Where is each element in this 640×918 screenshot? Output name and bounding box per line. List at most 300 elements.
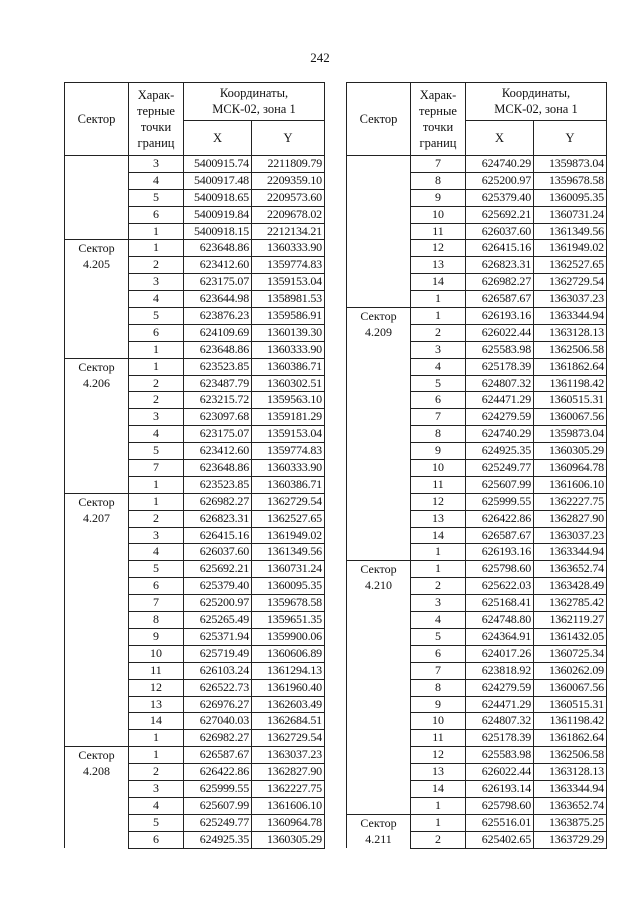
coord-y: 1361349.56 (534, 223, 607, 240)
point-number: 8 (129, 612, 184, 629)
point-number: 14 (411, 274, 466, 291)
point-number: 4 (129, 544, 184, 561)
coord-y: 1360305.29 (534, 443, 607, 460)
coord-x: 626422.86 (466, 510, 534, 527)
header-points (129, 83, 184, 156)
coord-y: 1361862.64 (534, 358, 607, 375)
coord-y: 1362506.58 (534, 341, 607, 358)
point-number: 3 (129, 409, 184, 426)
point-number: 1 (411, 308, 466, 325)
point-number: 7 (411, 662, 466, 679)
coord-y: 1362729.54 (534, 274, 607, 291)
coord-y: 1362684.51 (252, 713, 325, 730)
coord-y: 1363344.94 (534, 308, 607, 325)
coord-x: 623097.68 (184, 409, 252, 426)
coord-x: 626193.14 (466, 780, 534, 797)
point-number: 9 (129, 628, 184, 645)
coord-x: 626037.60 (184, 544, 252, 561)
coord-y: 1360302.51 (252, 375, 325, 392)
coord-x: 624109.69 (184, 324, 252, 341)
coord-y: 1359774.83 (252, 257, 325, 274)
point-number: 8 (411, 426, 466, 443)
point-number: 1 (411, 544, 466, 561)
coord-x: 625622.03 (466, 578, 534, 595)
sector-cell (65, 747, 129, 848)
coord-y: 1362527.65 (252, 510, 325, 527)
coord-x: 623876.23 (184, 308, 252, 325)
point-number: 14 (129, 713, 184, 730)
coord-x: 625999.55 (466, 493, 534, 510)
sector-label: Сектор (78, 359, 115, 374)
coord-y: 1359873.04 (534, 156, 607, 173)
point-number: 6 (411, 645, 466, 662)
coord-y: 1363652.74 (534, 561, 607, 578)
header-points-line1: Харак- (137, 88, 175, 102)
coord-x: 623412.60 (184, 443, 252, 460)
table-row (65, 240, 325, 257)
sector-number: 4.209 (365, 325, 392, 340)
coord-x: 5400919.84 (184, 206, 252, 223)
coord-x: 623818.92 (466, 662, 534, 679)
coord-x: 623487.79 (184, 375, 252, 392)
coord-x: 626422.86 (184, 764, 252, 781)
coord-x: 626103.24 (184, 662, 252, 679)
coord-y: 1359651.35 (252, 612, 325, 629)
header-coordinates-line2: МСК-02, зона 1 (494, 102, 578, 117)
coord-y: 1360964.78 (252, 814, 325, 831)
coord-x: 625178.39 (466, 358, 534, 375)
coord-y: 1362119.27 (534, 612, 607, 629)
point-number: 4 (411, 358, 466, 375)
point-number: 11 (411, 476, 466, 493)
coord-y: 1363037.23 (534, 291, 607, 308)
point-number: 12 (411, 493, 466, 510)
header-points-line4: границ (137, 136, 175, 150)
coord-y: 1360515.31 (534, 392, 607, 409)
coord-x: 623215.72 (184, 392, 252, 409)
coord-x: 624279.59 (466, 679, 534, 696)
coord-x: 626022.44 (466, 324, 534, 341)
point-number: 2 (411, 578, 466, 595)
coord-y: 1362527.65 (534, 257, 607, 274)
point-number: 6 (129, 206, 184, 223)
sector-number: 4.206 (83, 375, 110, 390)
coord-y: 1362603.49 (252, 696, 325, 713)
point-number: 7 (129, 595, 184, 612)
coord-y: 1360386.71 (252, 358, 325, 375)
sector-label: Сектор (360, 309, 397, 324)
point-number: 11 (411, 223, 466, 240)
coord-x: 625200.97 (466, 172, 534, 189)
table-row (347, 308, 607, 325)
coord-y: 1360606.89 (252, 645, 325, 662)
coord-x: 626022.44 (466, 764, 534, 781)
coord-y: 1360095.35 (534, 189, 607, 206)
coord-x: 626037.60 (466, 223, 534, 240)
coord-x: 625798.60 (466, 797, 534, 814)
coord-y: 1361606.10 (252, 797, 325, 814)
table-row (65, 747, 325, 764)
coord-x: 623648.86 (184, 240, 252, 257)
coord-y: 1359678.58 (252, 595, 325, 612)
header-sector: Сектор (347, 83, 411, 156)
table-body-left (65, 156, 325, 849)
point-number: 5 (129, 308, 184, 325)
point-number: 1 (129, 730, 184, 747)
coord-y: 1361198.42 (534, 375, 607, 392)
coord-x: 626415.16 (184, 527, 252, 544)
point-number: 12 (411, 747, 466, 764)
coord-x: 623175.07 (184, 274, 252, 291)
coord-x: 625583.98 (466, 341, 534, 358)
coord-y: 1359586.91 (252, 308, 325, 325)
coord-y: 1360333.90 (252, 240, 325, 257)
table-row (65, 358, 325, 375)
coord-x: 623648.86 (184, 460, 252, 477)
coord-x: 625516.01 (466, 814, 534, 831)
sector-label: Сектор (360, 562, 397, 577)
point-number: 5 (411, 375, 466, 392)
point-number: 1 (411, 291, 466, 308)
table-row (347, 156, 607, 173)
coord-y: 1363729.29 (534, 831, 607, 848)
point-number: 3 (411, 595, 466, 612)
point-number: 13 (411, 510, 466, 527)
coord-y: 2209678.02 (252, 206, 325, 223)
header-coordinates (466, 83, 607, 121)
coord-y: 1359900.06 (252, 628, 325, 645)
coord-y: 1360139.30 (252, 324, 325, 341)
coord-x: 5400918.15 (184, 223, 252, 240)
point-number: 13 (129, 696, 184, 713)
coordinates-table-right (346, 82, 607, 849)
point-number: 1 (411, 814, 466, 831)
point-number: 4 (129, 426, 184, 443)
coord-y: 1359181.29 (252, 409, 325, 426)
sector-cell (65, 493, 129, 746)
coord-y: 1362827.90 (252, 764, 325, 781)
point-number: 1 (129, 223, 184, 240)
coord-x: 5400915.74 (184, 156, 252, 173)
coord-x: 624364.91 (466, 628, 534, 645)
coord-y: 1359774.83 (252, 443, 325, 460)
sector-label: Сектор (78, 241, 115, 256)
coord-x: 5400917.48 (184, 172, 252, 189)
coord-x: 626587.67 (466, 527, 534, 544)
coord-y: 1360386.71 (252, 476, 325, 493)
coord-y: 1362729.54 (252, 730, 325, 747)
table-row (65, 493, 325, 510)
coord-x: 626823.31 (184, 510, 252, 527)
coord-x: 625200.97 (184, 595, 252, 612)
coord-x: 625265.49 (184, 612, 252, 629)
point-number: 1 (411, 561, 466, 578)
coord-x: 624740.29 (466, 156, 534, 173)
coord-x: 623175.07 (184, 426, 252, 443)
point-number: 1 (129, 341, 184, 358)
coord-y: 1360964.78 (534, 460, 607, 477)
coord-x: 624471.29 (466, 696, 534, 713)
coord-x: 625999.55 (184, 780, 252, 797)
coord-x: 626193.16 (466, 544, 534, 561)
coord-x: 625168.41 (466, 595, 534, 612)
coord-x: 623644.98 (184, 291, 252, 308)
coord-x: 626982.27 (466, 274, 534, 291)
coord-y: 1363037.23 (252, 747, 325, 764)
point-number: 4 (129, 291, 184, 308)
coord-x: 625402.65 (466, 831, 534, 848)
point-number: 11 (411, 730, 466, 747)
header-points-line1: Харак- (419, 88, 457, 102)
point-number: 8 (411, 172, 466, 189)
coord-y: 1361198.42 (534, 713, 607, 730)
sector-number: 4.207 (83, 510, 110, 525)
point-number: 6 (129, 578, 184, 595)
coord-x: 625178.39 (466, 730, 534, 747)
table-row (347, 561, 607, 578)
coord-x: 625798.60 (466, 561, 534, 578)
point-number: 7 (129, 460, 184, 477)
coord-x: 627040.03 (184, 713, 252, 730)
coord-x: 626587.67 (184, 747, 252, 764)
coord-y: 2209359.10 (252, 172, 325, 189)
point-number: 12 (129, 679, 184, 696)
coord-y: 1362785.42 (534, 595, 607, 612)
coord-x: 623412.60 (184, 257, 252, 274)
coord-y: 1363128.13 (534, 324, 607, 341)
sector-cell (347, 308, 411, 561)
coord-y: 1358981.53 (252, 291, 325, 308)
header-y: Y (534, 120, 607, 156)
coord-y: 1360725.34 (534, 645, 607, 662)
coord-x: 626982.27 (184, 730, 252, 747)
coord-y: 1359563.10 (252, 392, 325, 409)
coord-x: 624925.35 (184, 831, 252, 848)
coord-y: 1360731.24 (252, 561, 325, 578)
coord-y: 1359153.04 (252, 426, 325, 443)
point-number: 6 (129, 831, 184, 848)
header-points-line2: терные (419, 104, 457, 118)
coord-x: 624279.59 (466, 409, 534, 426)
coord-x: 623523.85 (184, 358, 252, 375)
point-number: 8 (411, 679, 466, 696)
header-sector: Сектор (65, 83, 129, 156)
point-number: 3 (129, 780, 184, 797)
coord-y: 2211809.79 (252, 156, 325, 173)
header-coordinates-line1: Координаты, (219, 86, 289, 101)
point-number: 12 (411, 240, 466, 257)
coord-x: 625249.77 (184, 814, 252, 831)
sector-label: Сектор (360, 815, 397, 830)
coord-x: 625607.99 (184, 797, 252, 814)
point-number: 2 (411, 831, 466, 848)
coord-x: 626193.16 (466, 308, 534, 325)
coord-x: 624925.35 (466, 443, 534, 460)
point-number: 14 (411, 527, 466, 544)
coord-y: 1361294.13 (252, 662, 325, 679)
coord-y: 1361949.02 (534, 240, 607, 257)
coord-x: 625249.77 (466, 460, 534, 477)
coord-y: 1363344.94 (534, 544, 607, 561)
sector-number: 4.208 (83, 764, 110, 779)
point-number: 4 (129, 172, 184, 189)
sector-cell (347, 561, 411, 814)
point-number: 1 (129, 493, 184, 510)
coord-x: 626522.73 (184, 679, 252, 696)
coord-y: 1362227.75 (252, 780, 325, 797)
coord-x: 625692.21 (466, 206, 534, 223)
point-number: 7 (411, 409, 466, 426)
coord-x: 624807.32 (466, 713, 534, 730)
point-number: 2 (129, 764, 184, 781)
point-number: 4 (411, 612, 466, 629)
coord-y: 1363128.13 (534, 764, 607, 781)
header-points-line3: точки (140, 120, 172, 134)
coord-x: 626976.27 (184, 696, 252, 713)
point-number: 5 (129, 443, 184, 460)
table-row (347, 814, 607, 831)
coord-y: 1361432.05 (534, 628, 607, 645)
coord-x: 624017.26 (466, 645, 534, 662)
point-number: 2 (129, 375, 184, 392)
point-number: 5 (129, 814, 184, 831)
coord-y: 1359873.04 (534, 426, 607, 443)
sector-cell (65, 240, 129, 358)
coord-x: 626823.31 (466, 257, 534, 274)
sector-cell (347, 814, 411, 848)
coord-x: 625379.40 (466, 189, 534, 206)
coord-y: 1360731.24 (534, 206, 607, 223)
coord-y: 1363428.49 (534, 578, 607, 595)
header-coordinates-line1: Координаты, (501, 86, 571, 101)
point-number: 5 (129, 189, 184, 206)
coord-y: 1363037.23 (534, 527, 607, 544)
point-number: 10 (411, 206, 466, 223)
point-number: 9 (411, 443, 466, 460)
coord-y: 1362227.75 (534, 493, 607, 510)
coord-y: 1362506.58 (534, 747, 607, 764)
header-x: X (466, 120, 534, 156)
point-number: 9 (411, 696, 466, 713)
coord-x: 625719.49 (184, 645, 252, 662)
point-number: 11 (129, 662, 184, 679)
coord-x: 626982.27 (184, 493, 252, 510)
coord-y: 1360095.35 (252, 578, 325, 595)
table-row (65, 156, 325, 173)
coord-y: 1363875.25 (534, 814, 607, 831)
coord-x: 625583.98 (466, 747, 534, 764)
sector-number: 4.205 (83, 257, 110, 272)
header-points (411, 83, 466, 156)
coord-y: 2212134.21 (252, 223, 325, 240)
point-number: 1 (129, 358, 184, 375)
point-number: 9 (411, 189, 466, 206)
point-number: 2 (129, 257, 184, 274)
coord-x: 624748.80 (466, 612, 534, 629)
coord-y: 1361960.40 (252, 679, 325, 696)
coord-y: 1360515.31 (534, 696, 607, 713)
point-number: 1 (129, 240, 184, 257)
coord-y: 1363652.74 (534, 797, 607, 814)
header-coordinates (184, 83, 325, 121)
point-number: 3 (411, 341, 466, 358)
point-number: 2 (129, 392, 184, 409)
point-number: 3 (129, 274, 184, 291)
point-number: 2 (129, 510, 184, 527)
point-number: 10 (129, 645, 184, 662)
point-number: 7 (411, 156, 466, 173)
coord-y: 1360262.09 (534, 662, 607, 679)
coord-y: 1359678.58 (534, 172, 607, 189)
point-number: 1 (411, 797, 466, 814)
point-number: 14 (411, 780, 466, 797)
page-number: 242 (310, 50, 330, 65)
sector-cell (65, 156, 129, 240)
header-points-line3: точки (422, 120, 454, 134)
header-x: X (184, 120, 252, 156)
sector-cell (65, 358, 129, 493)
point-number: 6 (129, 324, 184, 341)
sector-label: Сектор (78, 748, 115, 763)
coord-x: 625371.94 (184, 628, 252, 645)
coord-y: 1360067.56 (534, 679, 607, 696)
coord-y: 1360305.29 (252, 831, 325, 848)
point-number: 2 (411, 324, 466, 341)
point-number: 6 (411, 392, 466, 409)
coord-x: 626587.67 (466, 291, 534, 308)
coordinates-table-left (64, 82, 325, 849)
sector-number: 4.211 (365, 831, 392, 846)
sector-number: 4.210 (365, 578, 392, 593)
coord-x: 624740.29 (466, 426, 534, 443)
point-number: 4 (129, 797, 184, 814)
coord-y: 2209573.60 (252, 189, 325, 206)
header-y: Y (252, 120, 325, 156)
coord-y: 1363344.94 (534, 780, 607, 797)
coord-x: 625692.21 (184, 561, 252, 578)
coord-x: 624807.32 (466, 375, 534, 392)
coord-x: 625379.40 (184, 578, 252, 595)
coord-x: 626415.16 (466, 240, 534, 257)
coord-x: 624471.29 (466, 392, 534, 409)
coord-y: 1362729.54 (252, 493, 325, 510)
header-coordinates-line2: МСК-02, зона 1 (212, 102, 296, 117)
coord-y: 1361949.02 (252, 527, 325, 544)
point-number: 10 (411, 713, 466, 730)
point-number: 5 (129, 561, 184, 578)
sector-cell (347, 156, 411, 308)
coord-y: 1360333.90 (252, 341, 325, 358)
coord-y: 1360067.56 (534, 409, 607, 426)
table-body-right (347, 156, 607, 849)
coord-y: 1359153.04 (252, 274, 325, 291)
header-points-line2: терные (137, 104, 175, 118)
header-points-line4: границ (419, 136, 457, 150)
point-number: 1 (129, 747, 184, 764)
coord-x: 623648.86 (184, 341, 252, 358)
sector-label: Сектор (78, 494, 115, 509)
point-number: 5 (411, 628, 466, 645)
coord-x: 625607.99 (466, 476, 534, 493)
coord-x: 623523.85 (184, 476, 252, 493)
point-number: 3 (129, 156, 184, 173)
point-number: 10 (411, 460, 466, 477)
point-number: 13 (411, 257, 466, 274)
coord-y: 1361862.64 (534, 730, 607, 747)
point-number: 1 (129, 476, 184, 493)
coord-x: 5400918.65 (184, 189, 252, 206)
coord-y: 1361349.56 (252, 544, 325, 561)
